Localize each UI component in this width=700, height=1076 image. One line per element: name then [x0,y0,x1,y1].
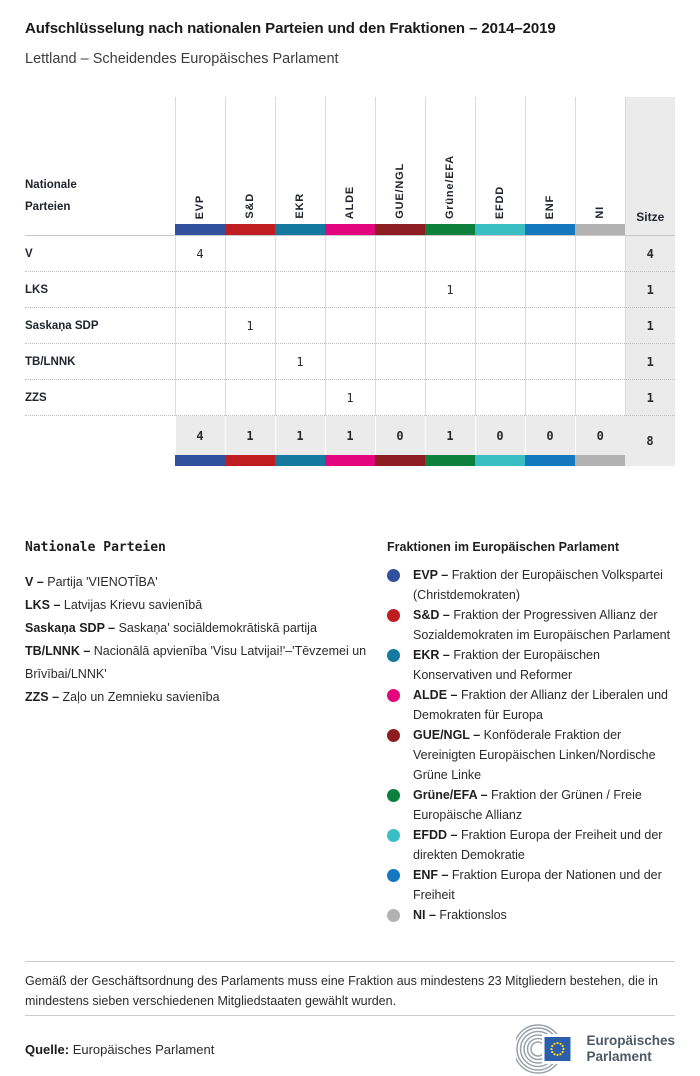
table-cell [475,344,525,380]
table-totals-row [25,416,675,456]
seats-cell: 4 [625,236,675,272]
table-cell [525,344,575,380]
source-value: Europäisches Parlament [72,1041,215,1057]
legend-group-item: EFDD – Fraktion Europa der Freiheit und der direkten Demokratie [387,825,678,865]
table-cell [425,236,475,272]
table-cell [325,236,375,272]
color-bar-sd [225,455,275,466]
total-cell: 1 [275,416,325,456]
color-bar-guengl [375,224,425,236]
color-bar-guengl [375,455,425,466]
table-cell: 1 [325,380,375,416]
table-cell [575,236,625,272]
breakdown-table [25,97,675,466]
legend-party-item: LKS – Latvijas Krievu savienībā [25,598,203,612]
table-cell [475,308,525,344]
color-bar-enf [525,224,575,236]
total-cell: 0 [375,416,425,456]
column-header-ni: NI [575,97,625,224]
table-cell [575,344,625,380]
color-bar-alde [325,224,375,236]
table-cell: 1 [225,308,275,344]
total-seats-cell: 8 [625,416,675,467]
legend-section [25,540,675,925]
source-row [25,1016,675,1076]
legend-group-item: ALDE – Fraktion der Allianz der Liberalen und Demokraten für Europa [387,685,678,725]
table-cell [425,308,475,344]
seats-cell: 1 [625,272,675,308]
total-cell: 0 [525,416,575,456]
logo-wordmark: Europäisches Parlament [586,1033,675,1064]
group-color-dot [387,569,400,582]
page-title: Aufschlüsselung nach nationalen Parteien und den Fraktionen – 2014–2019 [25,20,556,37]
legend-parties-title: Nationale Parteien [25,540,166,555]
table-cell [325,308,375,344]
legend-group-item: ENF – Fraktion Europa der Nationen und der Freiheit [387,865,678,905]
group-color-dot [387,829,400,842]
table-cell [175,308,225,344]
legend-groups-title: Fraktionen im Europäischen Parlament [387,540,620,554]
group-color-strip-top [25,224,675,236]
table-cell [375,380,425,416]
column-header-gruene-efa: Grüne/EFA [425,97,475,224]
legend-party-item: V – Partija 'VIENOTĪBA' [25,575,158,589]
table-cell [175,344,225,380]
color-bar-alde [325,455,375,466]
color-bar-evp [175,455,225,466]
seats-cell: 1 [625,308,675,344]
table-cell [225,236,275,272]
source-text [25,1042,214,1057]
table-cell [275,272,325,308]
legend-group-item: NI – Fraktionslos [387,905,678,925]
party-label: V [25,236,175,272]
table-row-zzs [25,380,675,416]
column-header-enf: ENF [525,97,575,224]
table-cell [375,344,425,380]
legend-political-groups [375,540,678,925]
color-bar-efdd [475,224,525,236]
table-cell [575,308,625,344]
color-bar-efdd [475,455,525,466]
column-header-efdd: EFDD [475,97,525,224]
total-cell: 0 [475,416,525,456]
group-color-dot [387,789,400,802]
table-cell [225,344,275,380]
seats-cell: 1 [625,344,675,380]
table-row-saskana-sdp [25,308,675,344]
source-label: Quelle: [25,1041,70,1057]
row-header-cell [25,97,175,224]
seats-cell: 1 [625,380,675,416]
color-bar-evp [175,224,225,236]
total-cell: 1 [325,416,375,456]
table-cell [475,236,525,272]
table-row-lks [25,272,675,308]
footnote-text: Gemäß der Geschäftsordnung des Parlaments muss eine Fraktion aus mindestens 23 Mitgliedern bestehen, die in mindestens sieben verschiedenen Mitgliedstaaten gewählt wurden. [25,974,658,1008]
table-cell [325,344,375,380]
legend-group-item: Grüne/EFA – Fraktion der Grünen / Freie Europäische Allianz [387,785,678,825]
column-header-ekr: EKR [275,97,325,224]
color-bar-enf [525,455,575,466]
table-cell [375,272,425,308]
group-color-strip-bottom [25,455,675,466]
group-color-dot [387,689,400,702]
eu-flag [545,1037,571,1061]
group-color-dot [387,909,400,922]
row-header-label: Nationale Parteien [25,179,77,213]
table-cell [575,380,625,416]
table-cell [175,380,225,416]
table-cell [375,308,425,344]
color-bar-sd [225,224,275,236]
group-color-dot [387,729,400,742]
color-bar-ekr [275,455,325,466]
legend-group-item: EKR – Fraktion der Europäischen Konservativen und Reformer [387,645,678,685]
table-row-v [25,236,675,272]
table-cell [325,272,375,308]
party-label: ZZS [25,380,175,416]
legend-group-item: S&D – Fraktion der Progressiven Allianz der Sozialdemokraten im Europäischen Parlament [387,605,678,645]
color-bar-ni [575,224,625,236]
table-cell [275,308,325,344]
column-header-sd: S&D [225,97,275,224]
color-bar-ekr [275,224,325,236]
column-header-guengl: GUE/NGL [375,97,425,224]
total-cell: 4 [175,416,225,456]
color-bar-gruene-efa [425,455,475,466]
party-label: Saskaņa SDP [25,308,175,344]
table-cell: 1 [275,344,325,380]
column-header-alde: ALDE [325,97,375,224]
total-cell: 0 [575,416,625,456]
color-bar-gruene-efa [425,224,475,236]
table-cell [225,272,275,308]
legend-national-parties [25,540,375,925]
table-cell [275,236,325,272]
group-color-dot [387,869,400,882]
total-cell: 1 [225,416,275,456]
legend-party-item: Saskaņa SDP – Saskaņa' sociāldemokrātiskā partija [25,621,317,635]
table-cell: 1 [425,272,475,308]
european-parliament-logo [516,1022,675,1076]
page-subtitle: Lettland – Scheidendes Europäisches Parlament [25,51,339,67]
group-color-dot [387,609,400,622]
table-cell [525,308,575,344]
table-cell [175,272,225,308]
table-cell [275,380,325,416]
table-cell [525,236,575,272]
table-cell [475,272,525,308]
legend-group-item: GUE/NGL – Konföderale Fraktion der Vereinigten Europäischen Linken/Nordische Grüne Linke [387,725,678,785]
table-cell [375,236,425,272]
party-label: LKS [25,272,175,308]
legend-party-item: TB/LNNK – Nacionālā apvienība 'Visu Latvijai!'–'Tēvzemei un Brīvībai/LNNK' [25,644,367,681]
table-header-row [25,97,675,224]
hemicycle-logo-icon [516,1022,576,1076]
group-color-dot [387,649,400,662]
table-cell [225,380,275,416]
table-row-tb-lnnk [25,344,675,380]
legend-group-item: EVP – Fraktion der Europäischen Volkspartei (Christdemokraten) [387,565,678,605]
column-header-sitze: Sitze [625,97,675,224]
column-header-evp: EVP [175,97,225,224]
table-cell [425,380,475,416]
table-cell [525,272,575,308]
table-cell [525,380,575,416]
party-label: TB/LNNK [25,344,175,380]
legend-party-item: ZZS – Zaļo un Zemnieku savienība [25,690,220,704]
table-cell [475,380,525,416]
table-cell [575,272,625,308]
total-cell: 1 [425,416,475,456]
table-cell [425,344,475,380]
table-cell: 4 [175,236,225,272]
footnote [25,961,675,1016]
color-bar-ni [575,455,625,466]
